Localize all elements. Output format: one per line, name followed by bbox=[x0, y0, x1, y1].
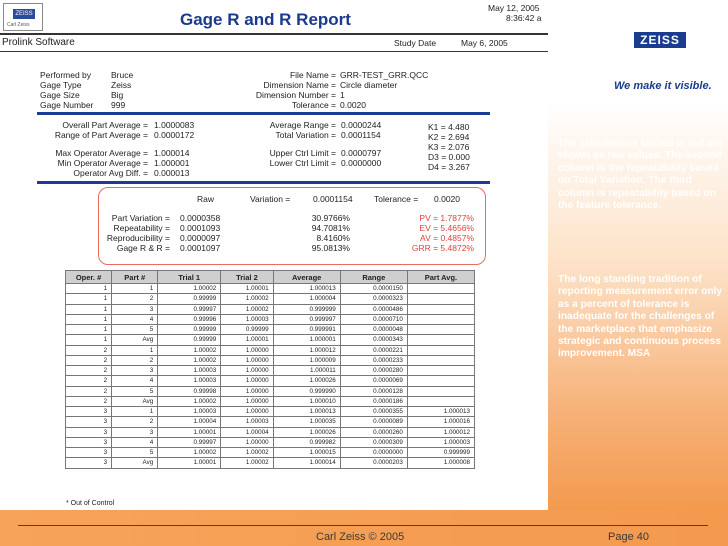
table-header-row bbox=[66, 271, 475, 284]
section-rule-1 bbox=[37, 112, 490, 115]
cell-part-avg bbox=[407, 325, 474, 335]
col-header-trial1: Trial 1 bbox=[158, 271, 221, 284]
table-row bbox=[66, 335, 475, 345]
stat-value-total-variation: 0.0001154 bbox=[341, 130, 381, 140]
cell-trial2: 1.00000 bbox=[221, 376, 273, 386]
stat-value-min-op-avg: 1.000001 bbox=[154, 158, 190, 168]
var-label-reproducibility: Reproducibility = bbox=[106, 233, 170, 243]
cell-operator: 3 bbox=[66, 407, 112, 417]
cell-average: 1.000026 bbox=[273, 427, 340, 437]
cell-average: 0.999991 bbox=[273, 325, 340, 335]
raw-label: Raw bbox=[197, 194, 215, 204]
cell-trial2: 1.00002 bbox=[221, 458, 273, 468]
cell-part-avg: 1.000012 bbox=[407, 427, 474, 437]
var-label-grr: Gage R & R = bbox=[116, 243, 170, 253]
tolerance-value: 0.0020 bbox=[434, 194, 460, 204]
cell-part: 4 bbox=[112, 437, 158, 447]
cell-part-avg bbox=[407, 284, 474, 294]
info-label-dimension-name: Dimension Name = bbox=[263, 80, 336, 90]
cell-trial2: 1.00000 bbox=[221, 437, 273, 447]
stat-value-lcl: 0.0000000 bbox=[341, 158, 382, 168]
cell-trial1: 1.00002 bbox=[158, 345, 221, 355]
constant-d3: D3 = 0.000 bbox=[428, 152, 470, 162]
info-value-file-name: GRR-TEST_GRR.QCC bbox=[340, 70, 429, 80]
cell-range: 0.0000280 bbox=[340, 366, 407, 376]
zeiss-tagline: We make it visible. bbox=[614, 80, 712, 92]
col-header-part-avg: Part Avg. bbox=[407, 271, 474, 284]
stat-label-lcl: Lower Ctrl Limit = bbox=[269, 158, 336, 168]
cell-part-avg: 0.999999 bbox=[407, 448, 474, 458]
stat-label-overall-avg: Overall Part Average = bbox=[62, 120, 148, 130]
var-pct-part: 30.9766% bbox=[311, 213, 350, 223]
cell-operator: 3 bbox=[66, 448, 112, 458]
variation-value: 0.0001154 bbox=[313, 194, 353, 204]
cell-trial1: 1.00002 bbox=[158, 396, 221, 406]
cell-operator: 1 bbox=[66, 294, 112, 304]
stat-value-ucl: 0.0000797 bbox=[341, 148, 382, 158]
cell-trial1: 1.00001 bbox=[158, 427, 221, 437]
table-row bbox=[66, 304, 475, 314]
cell-range: 0.0000000 bbox=[340, 448, 407, 458]
var-pct-grr: 95.0813% bbox=[311, 243, 350, 253]
cell-part-avg bbox=[407, 355, 474, 365]
cell-trial2: 1.00000 bbox=[221, 386, 273, 396]
constant-d4: D4 = 3.267 bbox=[428, 162, 470, 172]
cell-trial2: 1.00000 bbox=[221, 355, 273, 365]
table-row bbox=[66, 427, 475, 437]
cell-part-avg: 1.000008 bbox=[407, 458, 474, 468]
cell-trial1: 0.99997 bbox=[158, 437, 221, 447]
cell-trial1: 1.00002 bbox=[158, 284, 221, 294]
measurement-table bbox=[65, 270, 475, 469]
study-date-value: May 6, 2005 bbox=[461, 38, 508, 48]
cell-part: 1 bbox=[112, 345, 158, 355]
cell-operator: 3 bbox=[66, 458, 112, 468]
cell-range: 0.0000486 bbox=[340, 304, 407, 314]
cell-average: 0.999999 bbox=[273, 304, 340, 314]
cell-range: 0.0000186 bbox=[340, 396, 407, 406]
cell-average: 1.000004 bbox=[273, 294, 340, 304]
cell-operator: 2 bbox=[66, 366, 112, 376]
cell-operator: 2 bbox=[66, 386, 112, 396]
cell-part: 2 bbox=[112, 355, 158, 365]
cell-part-avg bbox=[407, 304, 474, 314]
var-value-repeatability: 0.0001093 bbox=[180, 223, 221, 233]
info-label-tolerance: Tolerance = bbox=[291, 100, 336, 110]
cell-part: 2 bbox=[112, 294, 158, 304]
info-label-gage-number: Gage Number bbox=[40, 100, 94, 110]
cell-part-avg bbox=[407, 335, 474, 345]
cell-part-avg bbox=[407, 396, 474, 406]
stat-label-ucl: Upper Ctrl Limit = bbox=[269, 148, 336, 158]
cell-part-avg: 1.000003 bbox=[407, 437, 474, 447]
cell-trial1: 0.99997 bbox=[158, 304, 221, 314]
cell-range: 0.0000221 bbox=[340, 345, 407, 355]
cell-part-avg bbox=[407, 386, 474, 396]
cell-range: 0.0000150 bbox=[340, 284, 407, 294]
stat-label-average-range: Average Range = bbox=[269, 120, 336, 130]
var-label-repeatability: Repeatability = bbox=[113, 223, 170, 233]
cell-part: 4 bbox=[112, 376, 158, 386]
var-pct-repeatability: 94.7081% bbox=[311, 223, 350, 233]
cell-operator: 3 bbox=[66, 437, 112, 447]
cell-average: 1.000011 bbox=[273, 366, 340, 376]
cell-trial2: 1.00000 bbox=[221, 396, 273, 406]
header-rule-2 bbox=[0, 51, 548, 52]
cell-trial2: 1.00002 bbox=[221, 304, 273, 314]
cell-range: 0.0000233 bbox=[340, 355, 407, 365]
table-row bbox=[66, 407, 475, 417]
report-logo-mark: ZEISS bbox=[13, 9, 35, 19]
table-row bbox=[66, 314, 475, 324]
info-value-gage-size: Big bbox=[111, 90, 124, 100]
cell-operator: 2 bbox=[66, 376, 112, 386]
cell-range: 0.0000323 bbox=[340, 294, 407, 304]
table-row bbox=[66, 345, 475, 355]
cell-operator: 3 bbox=[66, 417, 112, 427]
col-header-average: Average bbox=[273, 271, 340, 284]
cell-trial2: 1.00003 bbox=[221, 417, 273, 427]
var-value-reproducibility: 0.0000097 bbox=[180, 233, 221, 243]
cell-operator: 2 bbox=[66, 355, 112, 365]
info-value-gage-type: Zeiss bbox=[111, 80, 132, 90]
cell-part-avg: 1.000016 bbox=[407, 417, 474, 427]
cell-range: 0.0000089 bbox=[340, 417, 407, 427]
cell-average: 1.000015 bbox=[273, 448, 340, 458]
cell-part: 5 bbox=[112, 325, 158, 335]
cell-range: 0.0000203 bbox=[340, 458, 407, 468]
cell-trial2: 1.00001 bbox=[221, 335, 273, 345]
table-row bbox=[66, 325, 475, 335]
cell-range: 0.0000048 bbox=[340, 325, 407, 335]
report-logo-sub: Carl Zeiss bbox=[7, 22, 30, 28]
table-row bbox=[66, 284, 475, 294]
cell-range: 0.0000069 bbox=[340, 376, 407, 386]
cell-part: 3 bbox=[112, 366, 158, 376]
cell-average: 0.999997 bbox=[273, 314, 340, 324]
cell-operator: 2 bbox=[66, 345, 112, 355]
info-value-dimension-name: Circle diameter bbox=[340, 80, 398, 90]
cell-part: Avg bbox=[112, 458, 158, 468]
cell-part: 1 bbox=[112, 284, 158, 294]
col-header-part: Part # bbox=[112, 271, 158, 284]
cell-part: 5 bbox=[112, 386, 158, 396]
stat-label-op-avg-diff: Operator Avg Diff. = bbox=[73, 168, 148, 178]
side-paragraph-1: The calculations circled in red are shown as raw values. The second column is the repeatability based on Total Variation. The third column is repeatability based on the feature tolerance. bbox=[558, 138, 723, 212]
cell-average: 1.000010 bbox=[273, 396, 340, 406]
cell-trial2: 0.99999 bbox=[221, 325, 273, 335]
cell-average: 1.000013 bbox=[273, 407, 340, 417]
cell-average: 1.000012 bbox=[273, 345, 340, 355]
table-row bbox=[66, 386, 475, 396]
stat-label-total-variation: Total Variation = bbox=[275, 130, 336, 140]
cell-average: 1.000001 bbox=[273, 335, 340, 345]
cell-trial1: 1.00003 bbox=[158, 407, 221, 417]
cell-operator: 1 bbox=[66, 284, 112, 294]
cell-average: 0.999990 bbox=[273, 386, 340, 396]
cell-part-avg bbox=[407, 294, 474, 304]
cell-trial2: 1.00003 bbox=[221, 314, 273, 324]
software-name: Prolink Software bbox=[2, 37, 75, 48]
zeiss-logo-wordmark: ZEISS bbox=[634, 32, 686, 48]
cell-part: Avg bbox=[112, 335, 158, 345]
cell-trial1: 1.00002 bbox=[158, 355, 221, 365]
info-label-performed-by: Performed by bbox=[40, 70, 92, 80]
stat-value-max-op-avg: 1.000014 bbox=[154, 148, 190, 158]
section-rule-2 bbox=[37, 181, 490, 184]
cell-trial2: 1.00001 bbox=[221, 284, 273, 294]
cell-average: 1.000035 bbox=[273, 417, 340, 427]
stat-value-range-part-avg: 0.0000172 bbox=[154, 130, 195, 140]
info-label-dimension-number: Dimension Number = bbox=[255, 90, 336, 100]
var-pct-reproducibility: 8.4160% bbox=[316, 233, 350, 243]
side-paragraph-2: The long standing tradition of reporting measurement error only as a percent of tolerance is inadequate for the challenges of the marketplace that emphasize strategic and continuous process improvement. MSA bbox=[558, 274, 723, 360]
stat-label-range-part-avg: Range of Part Average = bbox=[54, 130, 148, 140]
study-date-label: Study Date bbox=[394, 38, 437, 48]
info-value-tolerance: 0.0020 bbox=[340, 100, 366, 110]
info-value-performed-by: Bruce bbox=[111, 70, 134, 80]
table-row bbox=[66, 355, 475, 365]
report-title: Gage R and R Report bbox=[180, 10, 351, 29]
table-row bbox=[66, 437, 475, 447]
cell-part: 2 bbox=[112, 417, 158, 427]
constant-k2: K2 = 2.694 bbox=[428, 132, 470, 142]
footer-copyright: Carl Zeiss © 2005 bbox=[316, 531, 405, 543]
cell-part-avg bbox=[407, 314, 474, 324]
cell-trial1: 1.00004 bbox=[158, 417, 221, 427]
cell-part: 5 bbox=[112, 448, 158, 458]
cell-trial2: 1.00000 bbox=[221, 345, 273, 355]
cell-part: 1 bbox=[112, 407, 158, 417]
cell-average: 1.000013 bbox=[273, 284, 340, 294]
cell-range: 0.0000710 bbox=[340, 314, 407, 324]
col-header-operator: Oper. # bbox=[66, 271, 112, 284]
info-value-dimension-number: 1 bbox=[340, 90, 345, 100]
var-red-ev: EV = 5.4656% bbox=[419, 223, 474, 233]
cell-operator: 3 bbox=[66, 427, 112, 437]
cell-range: 0.0000343 bbox=[340, 335, 407, 345]
table-row bbox=[66, 417, 475, 427]
cell-range: 0.0000309 bbox=[340, 437, 407, 447]
info-label-file-name: File Name = bbox=[289, 70, 336, 80]
cell-operator: 1 bbox=[66, 304, 112, 314]
cell-average: 0.999982 bbox=[273, 437, 340, 447]
cell-trial1: 1.00002 bbox=[158, 448, 221, 458]
info-label-gage-type: Gage Type bbox=[40, 80, 82, 90]
cell-part-avg bbox=[407, 345, 474, 355]
cell-range: 0.0000260 bbox=[340, 427, 407, 437]
cell-part-avg bbox=[407, 366, 474, 376]
table-row bbox=[66, 294, 475, 304]
cell-operator: 1 bbox=[66, 335, 112, 345]
cell-trial1: 0.99999 bbox=[158, 325, 221, 335]
cell-part-avg: 1.000013 bbox=[407, 407, 474, 417]
stat-value-average-range: 0.0000244 bbox=[341, 120, 382, 130]
col-header-range: Range bbox=[340, 271, 407, 284]
footer-page-number: Page 40 bbox=[608, 531, 649, 543]
cell-operator: 2 bbox=[66, 396, 112, 406]
cell-trial2: 1.00004 bbox=[221, 427, 273, 437]
cell-trial2: 1.00002 bbox=[221, 294, 273, 304]
cell-trial2: 1.00000 bbox=[221, 366, 273, 376]
cell-trial1: 0.99999 bbox=[158, 335, 221, 345]
cell-trial1: 0.99996 bbox=[158, 314, 221, 324]
tolerance-label: Tolerance = bbox=[374, 194, 419, 204]
constant-k3: K3 = 2.076 bbox=[428, 142, 470, 152]
var-red-av: AV = 0.4857% bbox=[420, 233, 474, 243]
stat-value-overall-avg: 1.0000083 bbox=[154, 120, 195, 130]
cell-trial1: 0.99998 bbox=[158, 386, 221, 396]
stat-label-max-op-avg: Max Operator Average = bbox=[55, 148, 148, 158]
constant-k1: K1 = 4.480 bbox=[428, 122, 470, 132]
var-value-part: 0.0000358 bbox=[180, 213, 221, 223]
table-row bbox=[66, 366, 475, 376]
table-row bbox=[66, 376, 475, 386]
var-red-pv: PV = 1.7877% bbox=[419, 213, 474, 223]
cell-trial1: 1.00003 bbox=[158, 366, 221, 376]
cell-part: 4 bbox=[112, 314, 158, 324]
table-row bbox=[66, 458, 475, 468]
header-rule bbox=[0, 33, 548, 35]
cell-trial1: 1.00001 bbox=[158, 458, 221, 468]
info-label-gage-size: Gage Size bbox=[40, 90, 80, 100]
table-row bbox=[66, 448, 475, 458]
cell-average: 1.000026 bbox=[273, 376, 340, 386]
stat-label-min-op-avg: Min Operator Average = bbox=[57, 158, 148, 168]
cell-trial1: 0.99999 bbox=[158, 294, 221, 304]
stat-value-op-avg-diff: 0.000013 bbox=[154, 168, 190, 178]
report-logo bbox=[3, 3, 43, 31]
cell-part: Avg bbox=[112, 396, 158, 406]
report-date: May 12, 2005 bbox=[488, 3, 540, 13]
info-value-gage-number: 999 bbox=[111, 100, 126, 110]
var-label-part: Part Variation = bbox=[111, 213, 170, 223]
cell-average: 1.000014 bbox=[273, 458, 340, 468]
cell-part: 3 bbox=[112, 304, 158, 314]
table-row bbox=[66, 396, 475, 406]
cell-range: 0.0000128 bbox=[340, 386, 407, 396]
cell-trial2: 1.00002 bbox=[221, 448, 273, 458]
variation-label: Variation = bbox=[250, 194, 291, 204]
footer-rule bbox=[18, 525, 708, 526]
cell-trial2: 1.00000 bbox=[221, 407, 273, 417]
col-header-trial2: Trial 2 bbox=[221, 271, 273, 284]
cell-part: 3 bbox=[112, 427, 158, 437]
cell-operator: 1 bbox=[66, 314, 112, 324]
var-red-grr: GRR = 5.4872% bbox=[411, 243, 474, 253]
cell-range: 0.0000355 bbox=[340, 407, 407, 417]
var-value-grr: 0.0001097 bbox=[180, 243, 221, 253]
report-time: 8:36:42 a bbox=[506, 13, 542, 23]
out-of-control-note: * Out of Control bbox=[66, 500, 115, 507]
cell-trial1: 1.00003 bbox=[158, 376, 221, 386]
cell-operator: 1 bbox=[66, 325, 112, 335]
cell-average: 1.000009 bbox=[273, 355, 340, 365]
cell-part-avg bbox=[407, 376, 474, 386]
